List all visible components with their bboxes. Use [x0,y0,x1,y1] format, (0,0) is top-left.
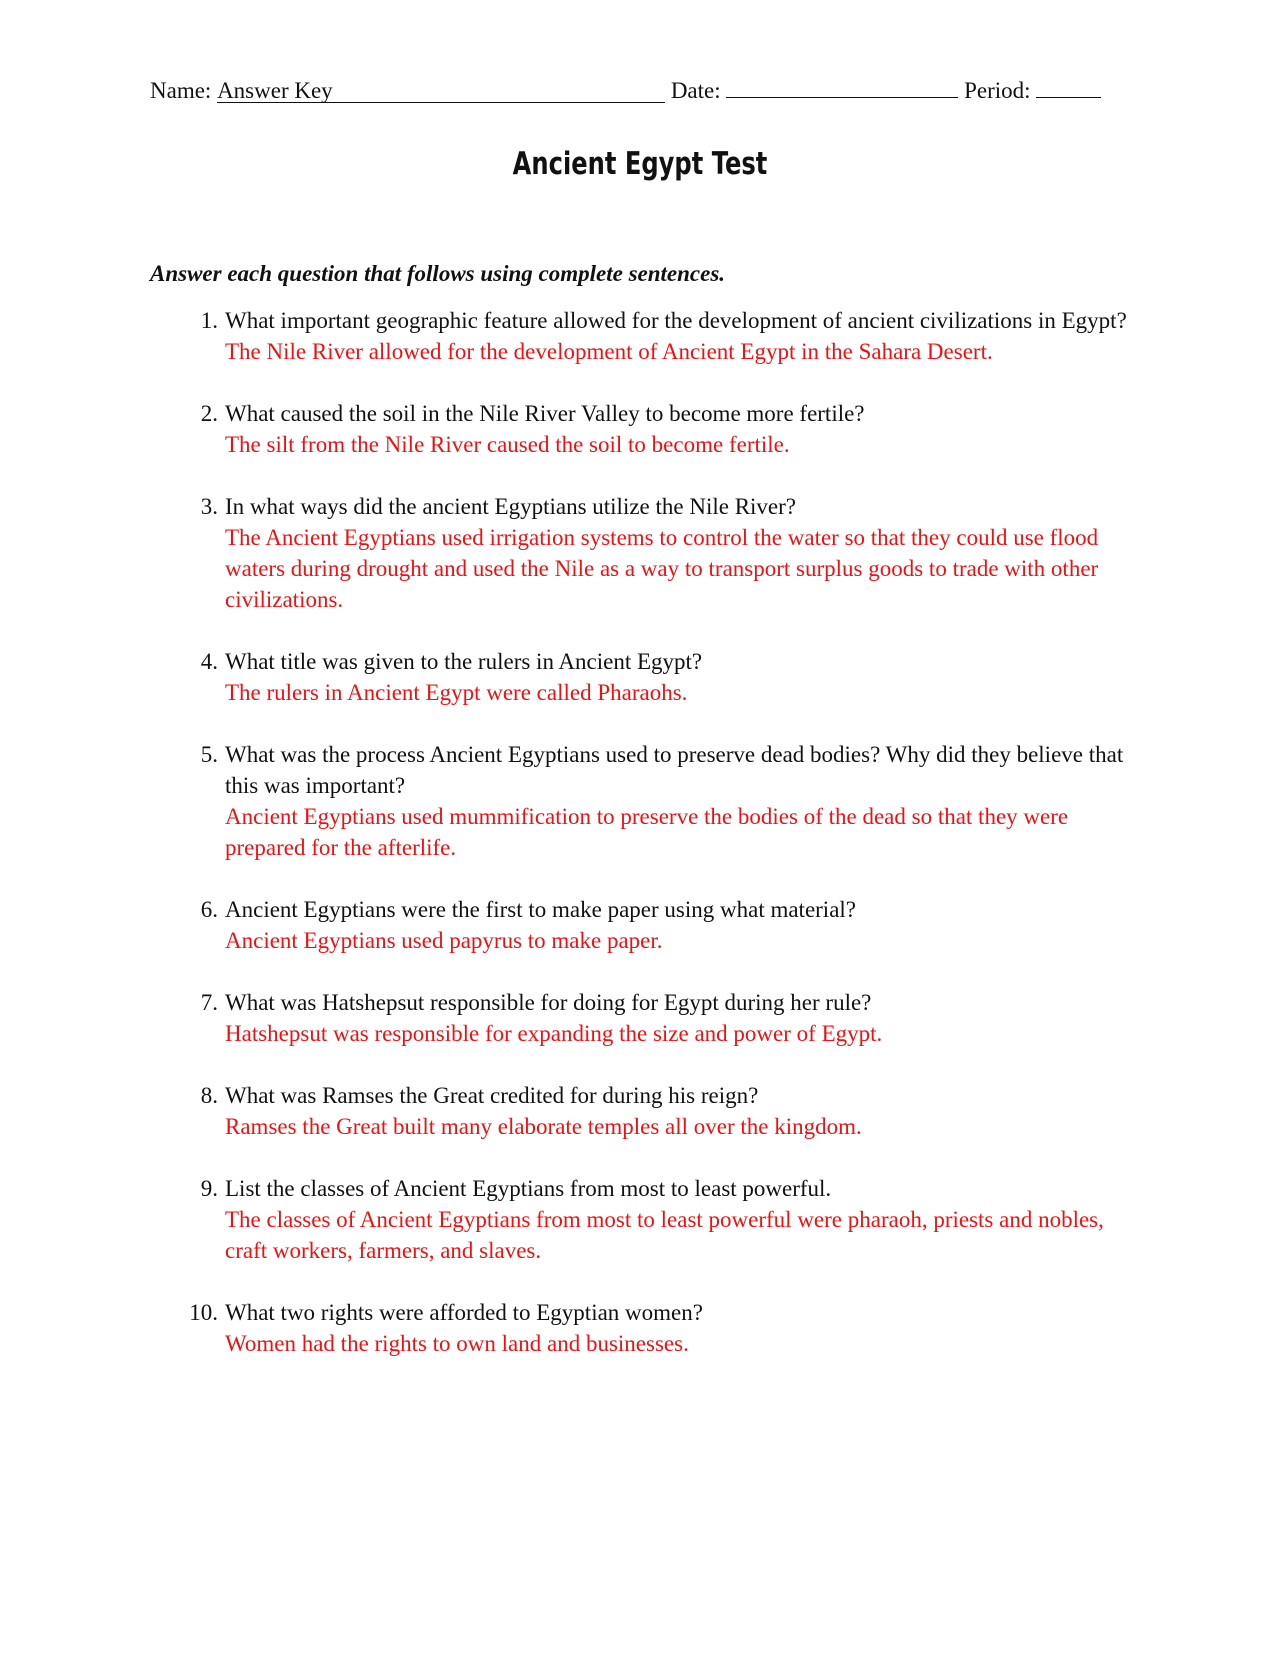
answer-text: Women had the rights to own land and businesses. [225,1331,689,1356]
question-item [150,739,1130,863]
question-number: 10. [189,1300,218,1325]
answer-text: Ancient Egyptians used mummification to preserve the bodies of the dead so that they were prepared for the afterlife. [225,804,1069,860]
question-item [150,987,1130,1049]
question-text: What was the process Ancient Egyptians used to preserve dead bodies? Why did they believe that this was important? [225,742,1124,798]
question-list [150,305,1130,1390]
period-field [1036,74,1101,98]
name-field [217,79,665,103]
name-value: Answer Key [217,78,333,103]
question-number: 7. [200,990,218,1015]
question-item [150,491,1130,615]
date-label: Date: [670,78,721,103]
page-title: Ancient Egypt Test [512,146,768,182]
question-text: Ancient Egyptians were the first to make paper using what material? [225,897,857,922]
answer-text: The silt from the Nile River caused the soil to become fertile. [225,432,790,457]
question-number: 6. [200,897,218,922]
question-number: 9. [200,1176,218,1201]
name-label: Name: [150,78,212,103]
question-text: What important geographic feature allowed for the development of ancient civilizations in Egypt? [225,308,1127,333]
instructions: Answer each question that follows using complete sentences. [150,261,726,286]
answer-text: The rulers in Ancient Egypt were called Pharaohs. [225,680,688,705]
answer-text: The Nile River allowed for the development of Ancient Egypt in the Sahara Desert. [225,339,993,364]
question-item [150,1080,1130,1142]
question-number: 1. [200,308,218,333]
question-text: What caused the soil in the Nile River Valley to become more fertile? [225,401,865,426]
question-number: 3. [200,494,218,519]
question-item [150,894,1130,956]
answer-text: Ramses the Great built many elaborate temples all over the kingdom. [225,1114,862,1139]
answer-text: Hatshepsut was responsible for expanding the size and power of Egypt. [225,1021,883,1046]
question-text: What was Ramses the Great credited for during his reign? [225,1083,759,1108]
question-text: List the classes of Ancient Egyptians from most to least powerful. [225,1176,832,1201]
question-text: In what ways did the ancient Egyptians utilize the Nile River? [225,494,797,519]
answer-text: The classes of Ancient Egyptians from most to least powerful were pharaoh, priests and nobles, craft workers, farmers, and slaves. [225,1207,1104,1263]
question-number: 5. [200,742,218,767]
answer-text: Ancient Egyptians used papyrus to make paper. [225,928,663,953]
question-item [150,1297,1130,1359]
question-item [150,1173,1130,1266]
question-text: What was Hatshepsut responsible for doing for Egypt during her rule? [225,990,872,1015]
question-item [150,305,1130,367]
question-item [150,646,1130,708]
date-field [726,74,958,98]
question-text: What two rights were afforded to Egyptian women? [225,1300,703,1325]
question-number: 4. [200,649,218,674]
question-number: 2. [200,401,218,426]
answer-text: The Ancient Egyptians used irrigation systems to control the water so that they could use flood waters during drought and used the Nile as a way to transport surplus goods to trade with other civilizations. [225,525,1099,612]
question-text: What title was given to the rulers in Ancient Egypt? [225,649,703,674]
question-number: 8. [200,1083,218,1108]
question-item [150,398,1130,460]
period-label: Period: [964,78,1031,103]
header-line [150,74,1130,106]
